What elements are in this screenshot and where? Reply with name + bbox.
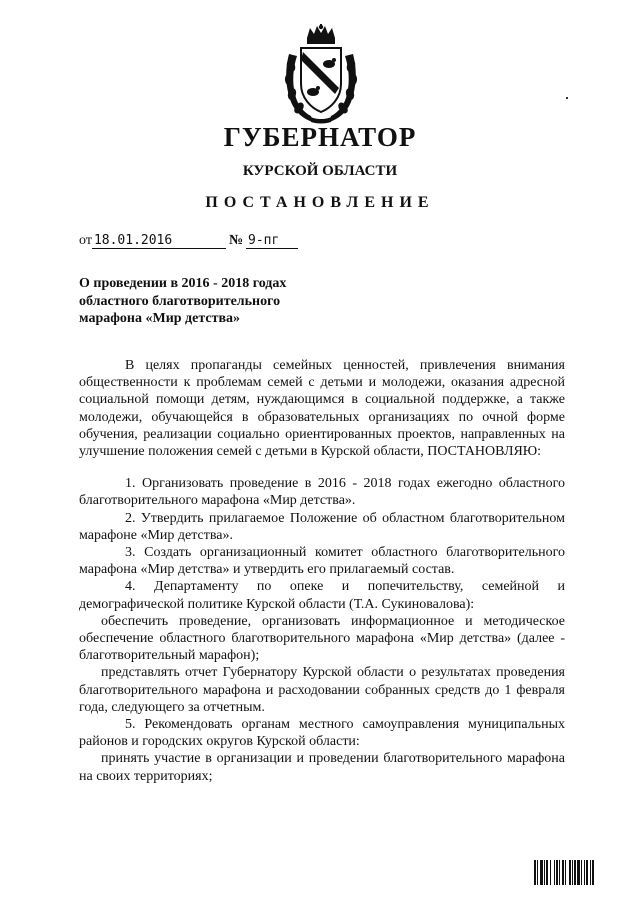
number-sign: № — [228, 233, 244, 248]
document-date: 18.01.2016 — [92, 233, 226, 249]
coat-of-arms-icon — [283, 24, 359, 124]
barcode-bar — [594, 860, 595, 885]
clause-3: 3. Создать организационный комитет областного благотворительного марафона «Мир детства» и утвердить его прилагаемый состав. — [79, 545, 565, 578]
document-issuer-title: ГУБЕРНАТОР — [223, 122, 417, 152]
document-number: 9-пг — [246, 233, 298, 249]
subject-line: областного благотворительного — [79, 293, 281, 309]
document-type: ПОСТАНОВЛЕНИЕ — [205, 194, 435, 211]
document-subject — [79, 275, 379, 328]
clause-1: 1. Организовать проведение в 2016 - 2018 годах ежегодно областного благотворительного марафона «Мир детства». — [79, 476, 565, 509]
document-body — [79, 357, 565, 785]
clause-2: 2. Утвердить прилагаемое Положение об областном благотворительном марафоне «Мир детства». — [79, 510, 565, 543]
scan-dot — [566, 97, 568, 99]
clause-5-sub-1: принять участие в организации и проведении благотворительного марафона на своих территориях; — [79, 751, 565, 784]
clause-5: 5. Рекомендовать органам местного самоуправления муниципальных районов и городских округов Курской области: — [79, 717, 565, 750]
subject-line: О проведении в 2016 - 2018 годах — [79, 276, 287, 291]
document-issuer-region: КУРСКОЙ ОБЛАСТИ — [242, 163, 398, 179]
date-prefix: от — [79, 233, 92, 248]
preamble-paragraph: В целях пропаганды семейных ценностей, привлечения внимания общественности к проблемам семей с детьми и молодежи, оказания адресной социальной помощи детям, нуждающимся в социальной поддержке, а также молодежи, обучающейся в образовательных организациях по очной форме обучения, реализации социально ориентированных проектов, направленных на улучшение положения семей с детьми в Курской области, ПОСТАНОВЛЯЮ: — [79, 358, 565, 460]
subject-line: марафона «Мир детства» — [79, 311, 241, 326]
document-dateline — [79, 233, 298, 249]
clause-4-sub-1: обеспечить проведение, организовать информационное и методическое обеспечение областного благотворительного марафона «Мир детства» (далее - благотворительный марафон); — [79, 613, 565, 664]
clause-4-sub-2: представлять отчет Губернатору Курской области о результатах проведения благотворительного марафона и расходовании собранных средств до 1 февраля года, следующего за отчетным. — [79, 665, 565, 715]
barcode-icon — [534, 860, 618, 885]
clause-4: 4. Департаменту по опеке и попечительству, семейной и демографической политике Курской области (Т.А. Сукиновалова): — [79, 579, 565, 612]
